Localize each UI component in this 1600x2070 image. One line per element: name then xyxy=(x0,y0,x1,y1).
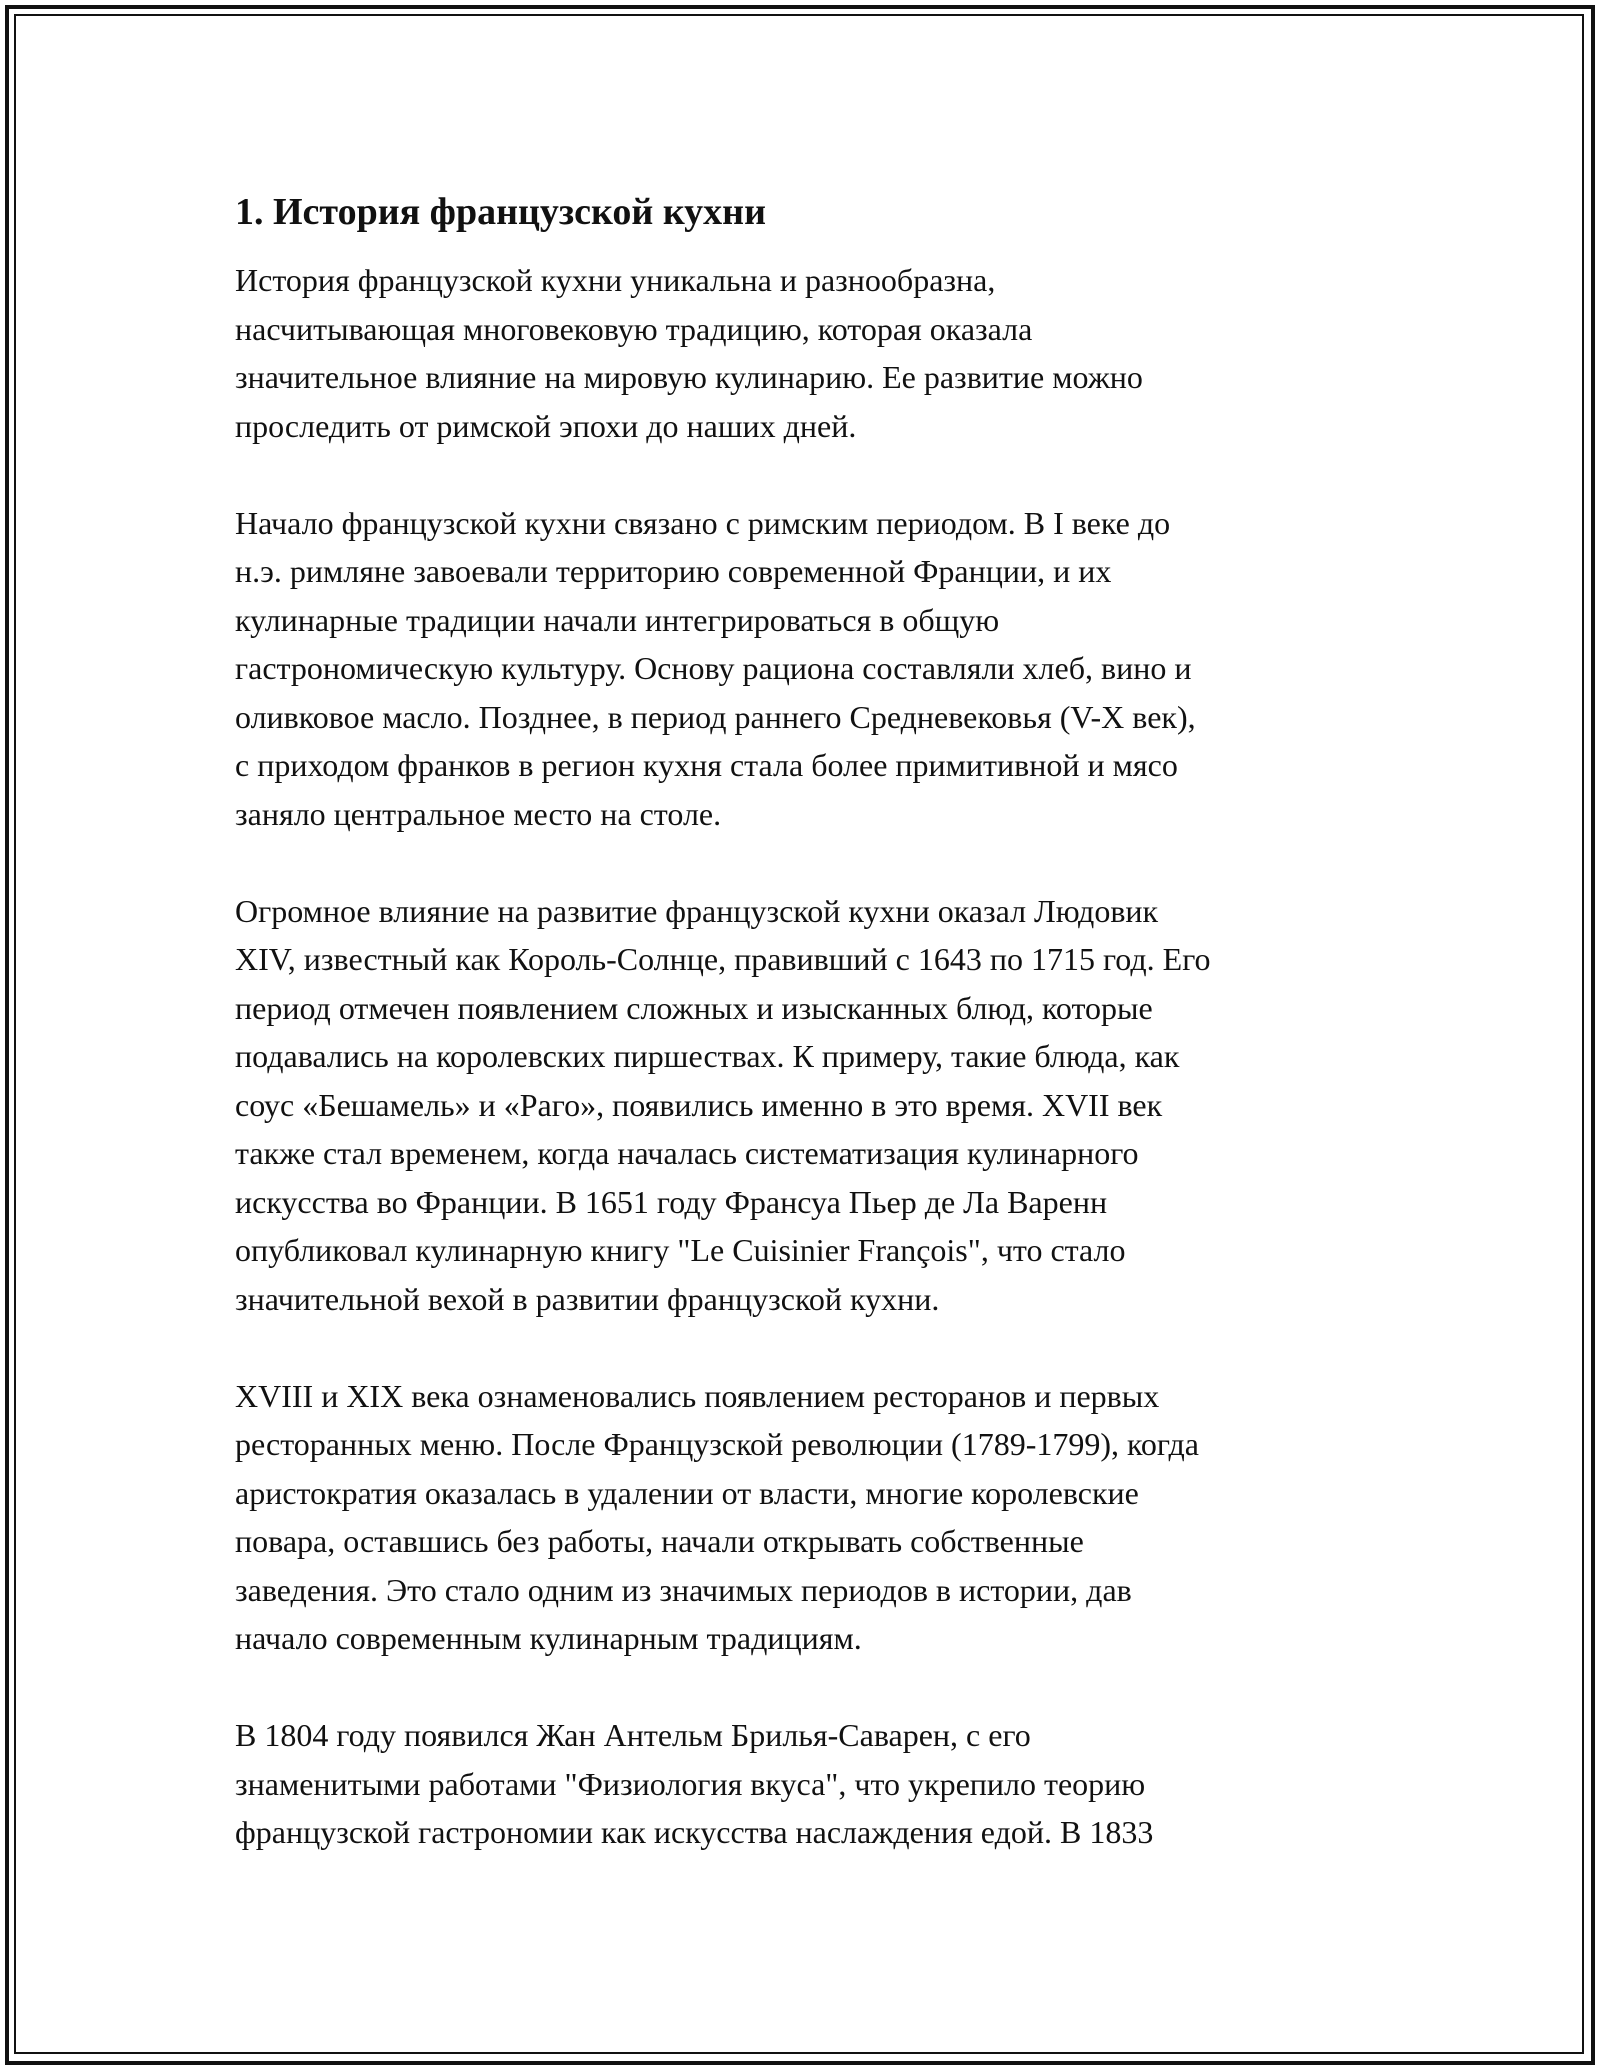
text-line: знаменитыми работами "Физиология вкуса", что укрепило теорию xyxy=(235,1765,1146,1802)
text-line: заняло центральное место на столе. xyxy=(235,795,722,832)
text-line: искусства во Франции. В 1651 году Франсуа Пьер де Ла Варенн xyxy=(235,1183,1108,1220)
paragraph-brillat-savarin xyxy=(235,1711,1370,1857)
text-line: начало современным кулинарным традициям. xyxy=(235,1620,862,1656)
text-line: французской гастрономии как искусства наслаждения едой. В 1833 xyxy=(235,1814,1154,1850)
text-line: История французской кухни уникальна и разнообразна, xyxy=(235,262,996,298)
paragraph-roman-period xyxy=(235,499,1370,839)
paragraph-restaurants xyxy=(235,1372,1370,1663)
paragraph-intro xyxy=(235,256,1370,450)
text-line: насчитывающая многовековую традицию, которая оказала xyxy=(235,310,1033,347)
text-line: соус «Бешамель» и «Раго», появились именно в это время. XVII век xyxy=(235,1086,1163,1123)
text-line: повара, оставшись без работы, начали открывать собственные xyxy=(235,1523,1084,1559)
text-line: XIV, известный как Король-Солнце, правивший с 1643 по 1715 год. Его xyxy=(235,941,1211,977)
text-line: заведения. Это стало одним из значимых периодов в истории, дав xyxy=(235,1571,1132,1608)
text-line: Начало французской кухни связано с римским периодом. В I веке до xyxy=(235,504,1171,541)
text-line: с приходом франков в регион кухня стала более примитивной и мясо xyxy=(235,747,1178,783)
document-body xyxy=(235,186,1370,1857)
text-line: аристократия оказалась в удалении от власти, многие королевские xyxy=(235,1474,1139,1511)
text-line: значительной вехой в развитии французской кухни. xyxy=(235,1280,940,1317)
text-line: В 1804 году появился Жан Антельм Брилья-Саварен, с его xyxy=(235,1717,1031,1753)
text-line: Огромное влияние на развитие французской кухни оказал Людовик xyxy=(235,892,1159,929)
text-line: значительное влияние на мировую кулинарию. Ее развитие можно xyxy=(235,359,1143,395)
text-line: опубликовал кулинарную книгу "Le Cuisinier François", что стало xyxy=(235,1232,1126,1268)
text-line: проследить от римской эпохи до наших дней. xyxy=(235,407,857,444)
text-line: XVIII и XIX века ознаменовались появлением ресторанов и первых xyxy=(235,1377,1160,1414)
text-line: ресторанных меню. После Французской революции (1789-1799), когда xyxy=(235,1426,1199,1462)
paragraph-louis-xiv xyxy=(235,887,1370,1324)
text-line: также стал временем, когда началась систематизация кулинарного xyxy=(235,1135,1139,1171)
text-line: гастрономическую культуру. Основу рациона составляли хлеб, вино и xyxy=(235,650,1192,686)
section-heading: 1. История французской кухни xyxy=(235,191,766,233)
text-line: оливковое масло. Позднее, в период раннего Средневековья (V-X век), xyxy=(235,698,1196,735)
text-line: н.э. римляне завоевали территорию современной Франции, и их xyxy=(235,553,1112,589)
text-line: кулинарные традиции начали интегрироваться в общую xyxy=(235,601,1000,638)
text-line: подавались на королевских пиршествах. К примеру, такие блюда, как xyxy=(235,1038,1180,1074)
text-line: период отмечен появлением сложных и изысканных блюд, которые xyxy=(235,989,1153,1026)
